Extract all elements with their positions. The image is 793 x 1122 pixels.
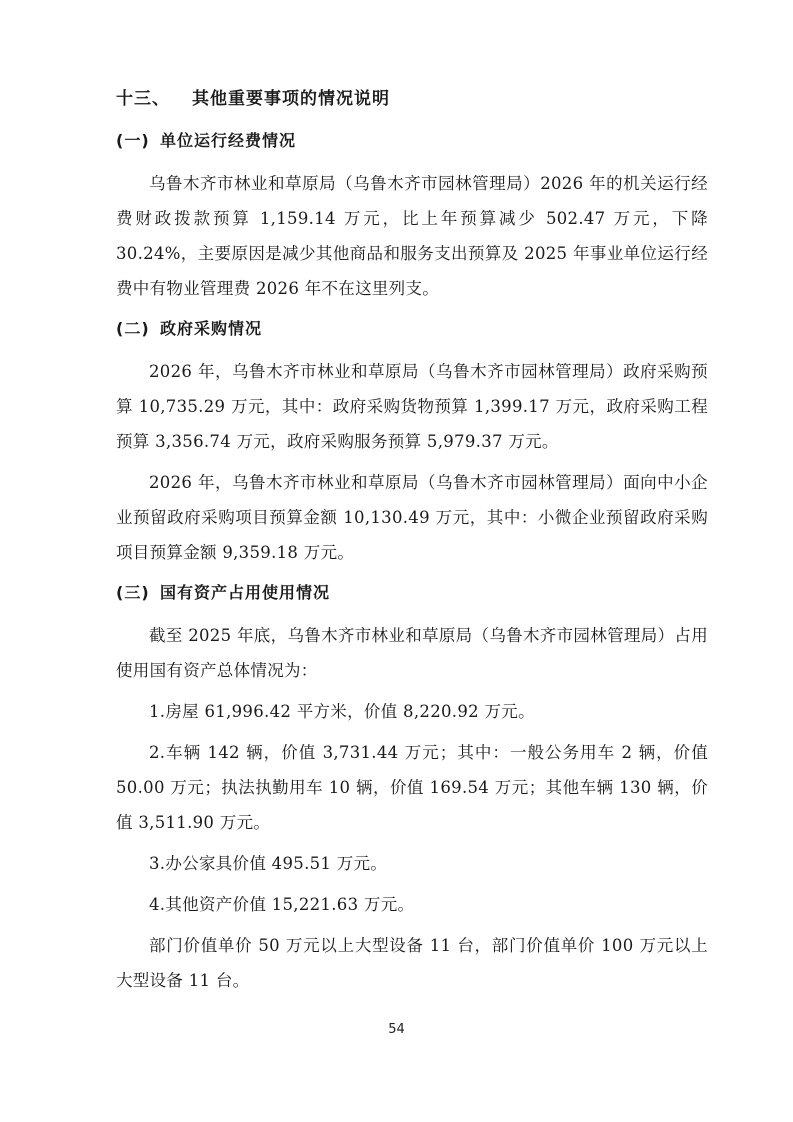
subsection-number: (一) [116,131,150,150]
paragraph-assets-other: 4.其他资产价值 15,221.63 万元。 [149,895,415,914]
paragraph-assets-buildings: 1.房屋 61,996.42 平方米，价值 8,220.92 万元。 [149,702,535,721]
page-number: 54 [388,1022,405,1037]
paragraph-sme-reserve: 2026 年，乌鲁木齐市林业和草原局（乌鲁木齐市园林管理局）面向中小企业预留政府采购项目预算金额 10,130.49 万元，其中：小微企业预留政府采购项目预算金额 9,359.18 万元。 [116,473,708,562]
subsection-heading-1 [116,126,708,156]
subsection-heading-3 [116,578,708,608]
subsection-title: 单位运行经费情况 [160,131,297,150]
paragraph-assets-vehicles: 2.车辆 142 辆，价值 3,731.44 万元；其中：一般公务用车 2 辆，价值 50.00 万元；执法执勤用车 10 辆，价值 169.54 万元；其他车辆 130 辆，价值 3,511.90 万元。 [116,743,708,832]
subsection-number: (二) [116,319,150,338]
section-title: 其他重要事项的情况说明 [192,89,390,109]
subsection-title: 国有资产占用使用情况 [160,583,331,602]
section-heading [116,84,708,114]
paragraph-assets-furniture: 3.办公家具价值 495.51 万元。 [149,854,388,873]
subsection-number: (三) [116,583,150,602]
subsection-heading-2 [116,314,708,344]
paragraph-procurement-budget: 2026 年，乌鲁木齐市林业和草原局（乌鲁木齐市园林管理局）政府采购预算 10,735.29 万元，其中：政府采购货物预算 1,399.17 万元，政府采购工程预算 3,356.74 万元，政府采购服务预算 5,979.37 万元。 [116,362,708,451]
paragraph-assets-intro: 截至 2025 年底，乌鲁木齐市林业和草原局（乌鲁木齐市园林管理局）占用使用国有资产总体情况为： [116,626,708,680]
paragraph-operating-costs: 乌鲁木齐市林业和草原局（乌鲁木齐市园林管理局）2026 年的机关运行经费财政拨款预算 1,159.14 万元，比上年预算减少 502.47 万元，下降 30.24%，主要原因是减少其他商品和服务支出预算及 2025 年事业单位运行经费中有物业管理费 2026 年不在这里列支。 [116,174,708,298]
page-content [116,84,708,1006]
paragraph-large-equipment: 部门价值单价 50 万元以上大型设备 11 台，部门价值单价 100 万元以上大型设备 11 台。 [116,936,708,990]
section-number: 十三、 [116,89,170,109]
subsection-title: 政府采购情况 [160,319,263,338]
